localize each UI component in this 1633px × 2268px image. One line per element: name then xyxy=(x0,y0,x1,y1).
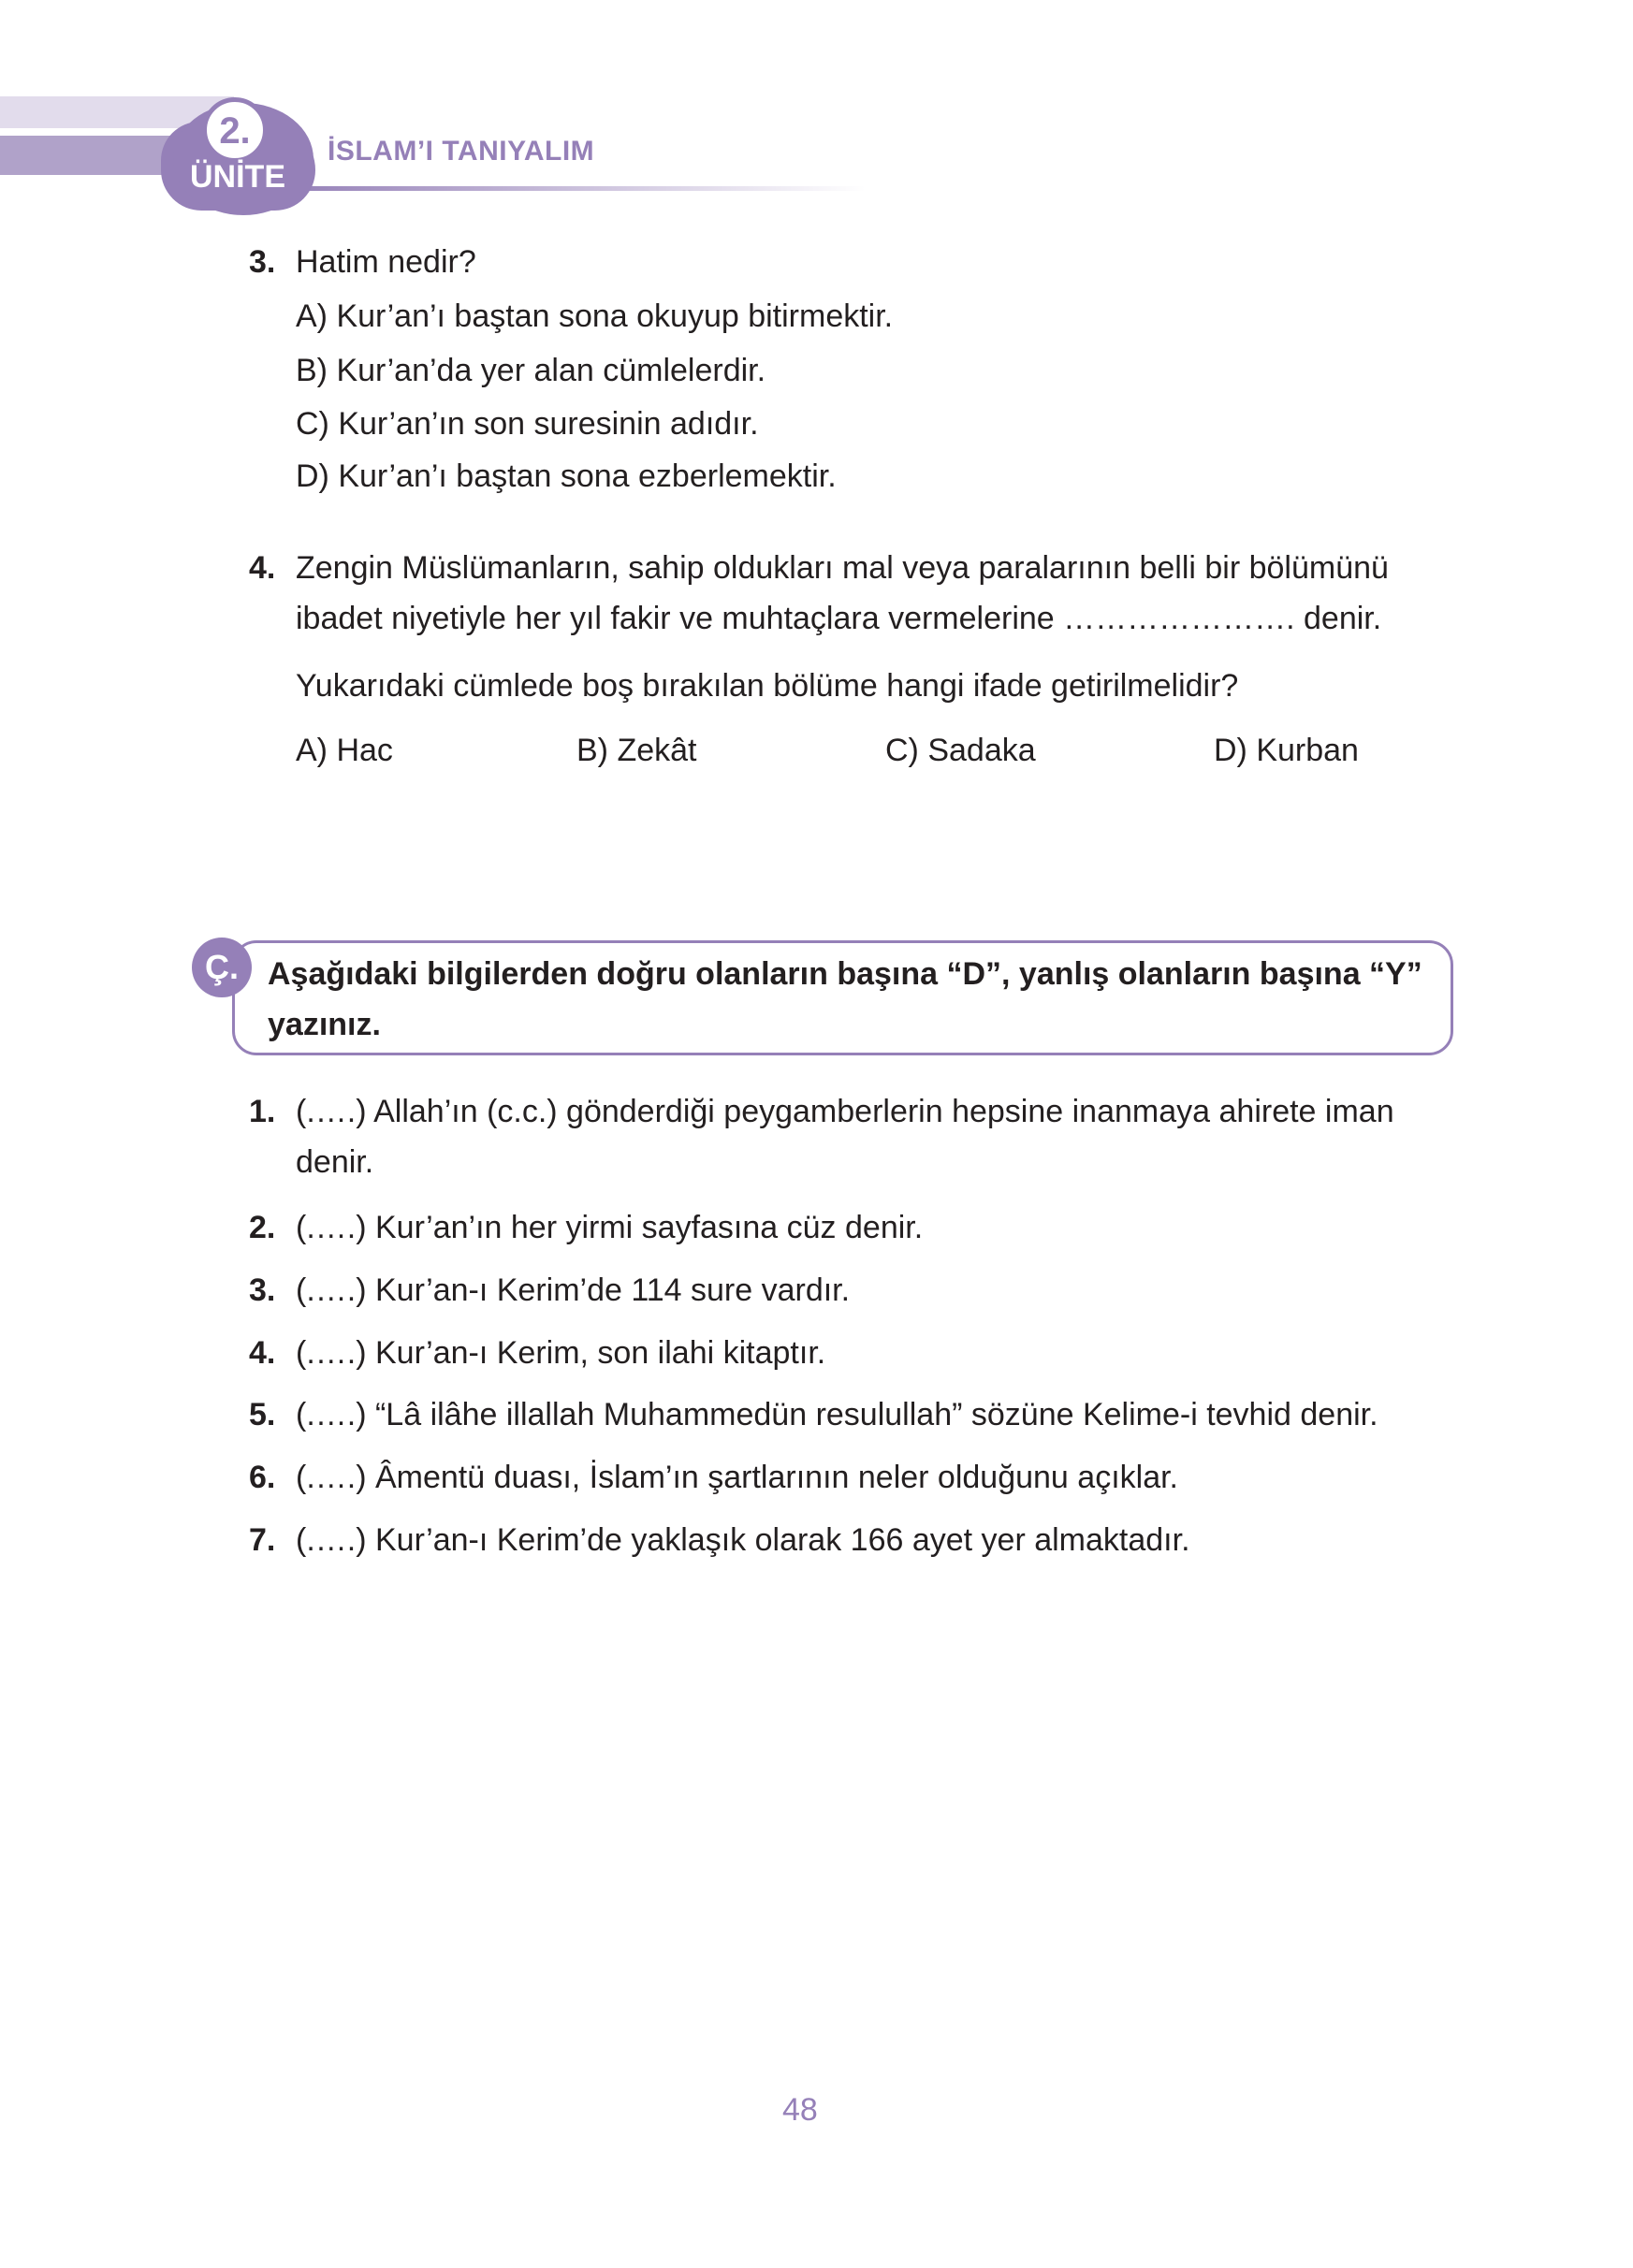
option-d: D) Kurban xyxy=(1214,733,1359,768)
option-a: A) Kur’an’ı baştan sona okuyup bitirmektir. xyxy=(296,298,894,334)
header-rule xyxy=(285,186,866,191)
option-c: C) Kur’an’ın son suresinin adıdır. xyxy=(296,406,759,442)
item-number: 1. xyxy=(249,1094,276,1129)
question-prompt: Yukarıdaki cümlede boş bırakılan bölüme hangi ifade getirilmelidir? xyxy=(296,668,1239,704)
item-number: 3. xyxy=(249,1272,276,1308)
item-number: 7. xyxy=(249,1522,276,1558)
unit-title: İSLAM’I TANIYALIM xyxy=(328,136,595,167)
item-number: 4. xyxy=(249,1335,276,1371)
section-instruction: Aşağıdaki bilgilerden doğru olanların başına “D”, yanlış olanların başına “Y” yazınız. xyxy=(268,956,1422,1042)
item-number: 2. xyxy=(249,1210,276,1245)
option-d: D) Kur’an’ı baştan sona ezberlemektir. xyxy=(296,458,837,494)
item-number: 5. xyxy=(249,1397,276,1432)
item-text: (.….) Âmentü duası, İslam’ın şartlarının neler olduğunu açıklar. xyxy=(296,1460,1179,1495)
unit-number: 2. xyxy=(202,97,268,163)
option-b: B) Kur’an’da yer alan cümlelerdir. xyxy=(296,353,766,388)
item-text: (.….) Kur’an-ı Kerim’de 114 sure vardır. xyxy=(296,1272,851,1308)
item-number: 6. xyxy=(249,1460,276,1495)
question-text: Hatim nedir? xyxy=(296,244,476,280)
item-text: (.….) Kur’an-ı Kerim, son ilahi kitaptır. xyxy=(296,1335,826,1371)
page-number: 48 xyxy=(782,2092,818,2128)
question-text-line2: ibadet niyetiyle her yıl fakir ve muhtaçlara vermelerine …………………. denir. xyxy=(296,601,1382,636)
option-c: C) Sadaka xyxy=(885,733,1036,768)
unit-label: ÜNİTE xyxy=(190,159,285,195)
item-text-line2: denir. xyxy=(296,1144,374,1180)
item-text: (.….) Allah’ın (c.c.) gönderdiği peygamberlerin hepsine inanmaya ahirete iman xyxy=(296,1094,1394,1129)
option-a: A) Hac xyxy=(296,733,393,768)
section-letter: Ç. xyxy=(192,938,252,997)
question-number: 3. xyxy=(249,244,276,280)
item-text: (.….) Kur’an’ın her yirmi sayfasına cüz denir. xyxy=(296,1210,924,1245)
question-text-line1: Zengin Müslümanların, sahip oldukları mal veya paralarının belli bir bölümünü xyxy=(296,550,1389,586)
option-b: B) Zekât xyxy=(576,733,697,768)
item-text: (.….) “Lâ ilâhe illallah Muhammedün resulullah” sözüne Kelime-i tevhid denir. xyxy=(296,1397,1378,1432)
item-text: (.….) Kur’an-ı Kerim’de yaklaşık olarak 166 ayet yer almaktadır. xyxy=(296,1522,1190,1558)
question-number: 4. xyxy=(249,550,276,586)
